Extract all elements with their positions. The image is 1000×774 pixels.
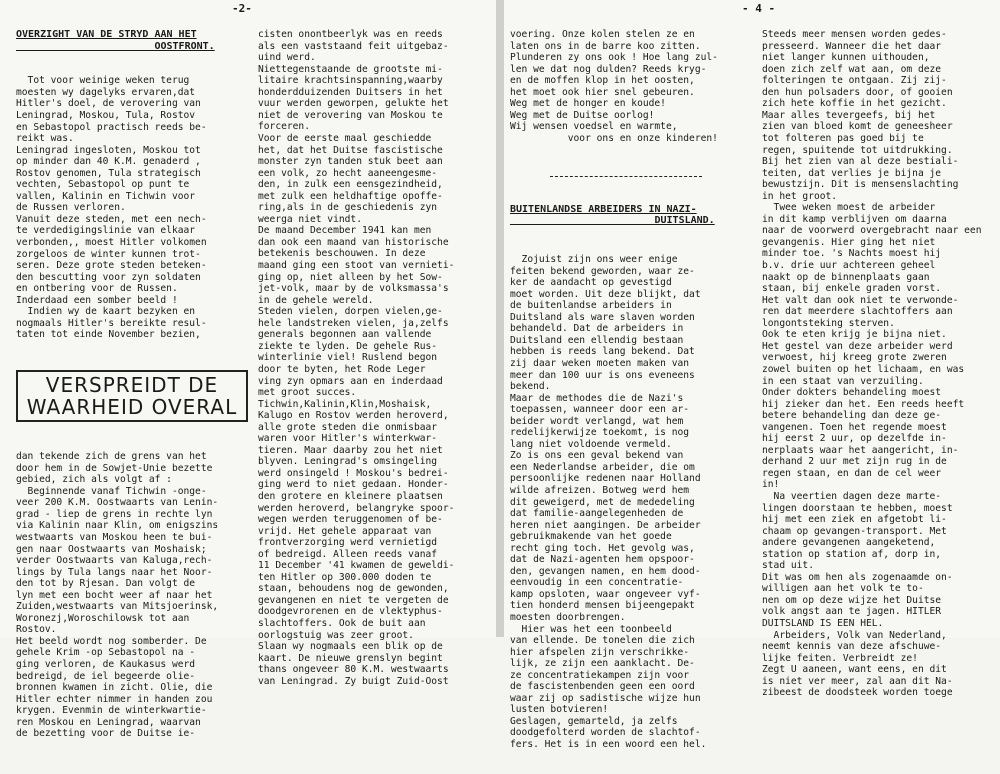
page-gutter	[496, 0, 504, 637]
article-text-eastern-front-part1: Tot voor weinige weken terug moesten wy dagelyks ervaren,dat Hitler's doel, de verovering van Leningrad, Moskou, Tula, Rostov en Sebastopol practisch reeds be- reikt was. Leningrad ingesloten, Moskou tot op minder dan 40 K.M. genaderd , Rostov genomen, Tula strategisch vechten, Sebastopol op punt te vallen, Kalinin en Tichwin voor de Russen verloren. Vanuit deze steden, met een nech- te verdedigingslinie van elkaar verbonden,, moest Hitler volkomen zorgeloos de winter kunnen trot- seren. Deze grote steden beteken- den bescutting voor zyn soldaten en ontbering voor de Russen. Inderdaad een somber beeld ! Indien wy de kaart bezyken en nogmaals Hitler's bereikte resul- taten tot einde November bezien,	[16, 75, 207, 341]
right-page	[504, 0, 1000, 750]
article-heading-eastern-front: OVERZIGHT VAN DE STRYD AAN HET OOSTFRONT.	[16, 29, 215, 52]
stamp-line-1: VERSPREIDT DE	[45, 373, 219, 398]
article-text-slogans-ending: voering. Onze kolen stelen ze en laten ons in de barre koo zitten. Plunderen zy ons ook ! Hoe lang zul- len we dat nog dulden? Reeds kryg- en de moffen klop in het oosten, het moet ook hier snel gebeuren. Weg met de honger en koude! Weg met de Duitse oorlog! Wij wensen voedsel en warmte, voor ons en onze kinderen!	[510, 29, 718, 145]
column-2	[258, 6, 490, 710]
article-text-foreign-workers: Zojuist zijn ons weer enige feiten bekend geworden, waar ze- ker de aandacht op gevestigd moet worden. Uit deze blijkt, dat de buitenlandse arbeiders in Duitsland als ware slaven worden behandeld. Dat de arbeiders in Duitsland een ellendig bestaan hebben is reeds lang bekend. Dat zij daar weken moeten maken van meer dan 100 uur is ons eveneens bekend. Maar de methodes die de Nazi's toepassen, wanneer door een ar- beider wordt verlangd, wat hem redelijkerwijze toekomt, is nog lang niet voldoende vermeld. Zo is ons een geval bekend van een Nederlandse arbeider, die om persoonlijke redenen naar Holland wilde afreizen. Botweg werd hem dit geweigerd, met de mededeling dat familie-aangelegenheden de heren niet aangingen. De arbeider gebruikmakende van het goede recht ging toch. Het gevolg was, dat de Nazi-agenten hem opspoor- den, gevangen namen, en hem dood- eenvoudig in een concentratie- kamp opsloten, waar ongeveer vyf- tien honderd mensen bijeengepakt moesten doorbrengen. Hier was het een toonbeeld van ellende. De tonelen die zich hier afspelen zijn verschrikke- lijk, ze zijn een aanklacht. De- ze concentratiekampen zijn voor de fascistenbenden geen een oord waar zij op sadistische wijze hun lusten botvieren! Geslagen, gemarteld, ja zelfs doodgefolterd worden de slachtof- fers. Het is in een woord een hel.	[510, 254, 707, 750]
article-text-eastern-front-continued: cisten onontbeerlyk was en reeds als een vaststaand feit uitgebaz- uind werd. Niettegenstaande de grootste mi- litaire krachtsinspanning,waarby honderdduizenden Duitsers in het vuur werden geworpen, gelukte het niet de verovering van Moskou te forceren. Voor de eerste maal geschiedde het, dat het Duitse fascistische monster zyn tanden stuk beet aan een volk, zo hecht aaneengesme- den, in zulk een eensgezindheid, met zulk een heldhaftige opoffe- ring,als in de geschiedenis zyn weerga niet vindt. De maand December 1941 kan men dan ook een maand van historische betekenis beschouwen. In deze maand ging een stoot van vernieti- ging op, niet alleen by het Sow- jet-volk, maar by de volksmassa's in de gehele wereld. Steden vielen, dorpen vielen,ge- hele landstreken vielen, ja,zelfs generals begonnen aan vallende ziekte te lyden. De gehele Rus- winterlinie viel! Ruslend begon door te byten, het Rode Leger ving zyn opmars aan en inderdaad met groot succes. Tichwin,Kalinin,Klin,Moshaisk, Kalugo en Rostov werden heroverd, alle grote steden die onmisbaar waren voor Hitler's winterkwar- tieren. Maar daarby zou het niet blyven. Leningrad's omsingeling werd onsingeld ! Moskou's bedrei- ging werd to niet gedaan. Honder- den grotere en kleinere plaatsen werden heroverd, belangryke spoor- wegen werden teruggenomen of be- vrijd. Het gehele apparaat van frontverzorging werd vernietigd of bedreigd. Alleen reeds vanaf 11 December '41 kwamen de geweldi- ten Hitler op 300.000 doden te staan, behoudens nog de gewonden, gevangenen en niet te vergeten de doodgevrorenen en de vlektyphus- slachtoffers. Ook de buit aan oorlogstuig was zeer groot. Slaan wy nogmaals een blik op de kaart. De nieuwe grenslyn begint thans ongeveer 80 K.M. westwaarts van Leningrad. Zy buigt Zuid-Oost	[258, 29, 455, 687]
column-4	[762, 6, 994, 722]
stamp-slogan	[16, 370, 248, 422]
article-text-foreign-workers-continued: Steeds meer mensen worden gedes- presseerd. Wanneer die het daar niet langer kunnen uithouden, doen zich zelf wat aan, om deze folteringen te ontgaan. Zij zij- den hun polsaders door, of gooien zich hete koffie in het gezicht. Maar alles tevergeefs, bij het zien van bloed komt de geneesheer tot folteren pas goed bij te regen, spuitende tot uitdrukking. Bij het zien van al deze bestiali- teiten, dat verlies je bijna je bewustzijn. Dit is mensenslachting in het groot. Twee weken moest de arbeider in dit kamp verblijven om daarna naar de voorwerd overgebracht naar een gevangenis. Hier ging het niet minder toe. 's Nachts moest hij b.v. drie uur achtereen geheel naakt op de binnenplaats gaan staan, bij enkele graden vorst. Het valt dan ook niet te verwonde- ren dat meerdere slachtoffers aan longontsteking sterven. Ook te eten krijg je bijna niet. Het gestel van deze arbeider werd verwoest, hij kreeg grote zweren zowel buiten op het lichaam, en was in een staat van verzuiling. Onder dokters behandeling moest hij zieker dan het. Een reeds heeft betere behandeling dan deze ge- vangenen. Toen het regende moest hij eerst 2 uur, op dezelfde in- nerplaats waar het aangericht, in- derhand 2 uur met zijn rug in de regen staan, en dan de cel weer in! Na veertien dagen deze marte- lingen doorstaan te hebben, moest hij met een ziek en afgetobt li- chaam op gevangen-transport. Met andere gevangenen aangeketend, station op station af, dorp in, stad uit. Dit was om hen als zogenaamde on- willigen aan het volk te to- nen om op deze wijze het Duitse volk angst aan te jagen. HITLER DUITSLAND IS EEN HEL. Arbeiders, Volk van Nederland, neemt kennis van deze afschuwe- lijke feiten. Verbreidt ze! Zegt U aaneen, want eens, en dit is niet ver meer, zal aan dit Na- zibeest de doodsteek worden toege	[762, 29, 982, 699]
article-heading-foreign-workers: BUITENLANDSE ARBEIDERS IN NAZI- DUITSLAND.	[510, 203, 715, 227]
section-divider	[550, 176, 702, 177]
page-number-left: -2-	[232, 2, 252, 15]
left-page	[0, 0, 496, 740]
article-text-eastern-front-part2: dan tekende zich de grens van het door hem in de Sowjet-Unie bezette gebied, zich als volgt af : Beginnende vanaf Tichwin -onge- veer 200 K.M. Oostwaarts van Lenin- grad - liep de grens in rechte lyn via Kalinin naar Klin, om enigszins westwaarts van Moskou heen te bui- gen naar Oostwaarts van Moshaisk; verder Oostwaarts van Kaluga,rech- lings by Tula langs naar het Noor- den tot by Rjesan. Dan volgt de lyn met een bocht weer af naar het Zuiden,westwaarts van Mitsjoerinsk, Woronezj,Woroschilowsk tot aan Rostov. Het beeld wordt nog somberder. De gehele Krim -op Sebastopol na - ging verloren, de Kaukasus werd bedreigd, de iel begeerde olie- bronnen kwamen in zicht. Olie, die Hitler echter nimmer in handen zou krygen. Evenmin de winterkwartie- ren Moskou en Leningrad, waarvan de bezetting voor de Duitse ie-	[16, 451, 219, 740]
column-1	[16, 6, 248, 763]
column-3	[510, 6, 742, 774]
stamp-line-2: WAARHEID OVERAL	[26, 395, 238, 420]
page-number-right: - 4 -	[742, 2, 776, 15]
